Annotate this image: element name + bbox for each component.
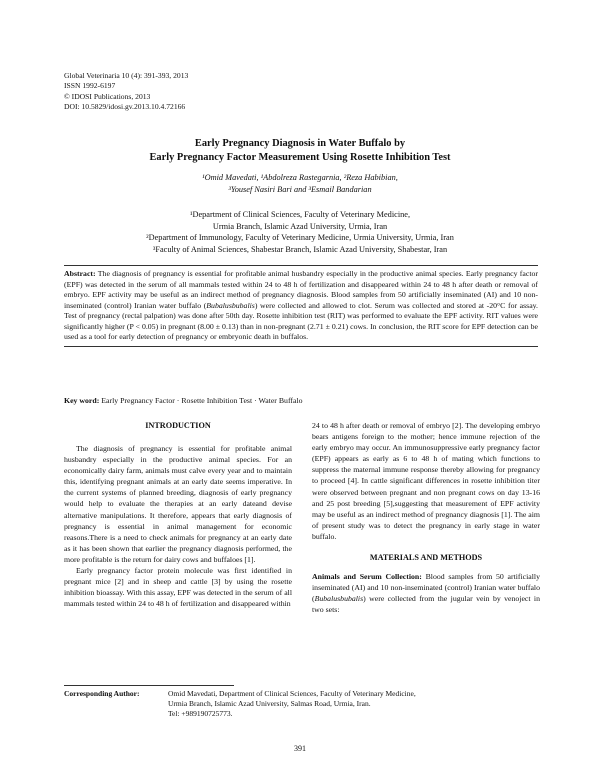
keywords-label: Key word:	[64, 396, 100, 405]
page-number: 391	[294, 744, 306, 753]
corresponding-author-label: Corresponding Author:	[64, 689, 140, 698]
affiliation-3: ³Faculty of Animal Sciences, Shabestar Branch, Islamic Azad University, Shabestar, Iran	[152, 244, 448, 254]
authors-line-1: ¹Omid Mavedati, ¹Abdolreza Rastegarnia, ²Reza Habibian,	[202, 173, 398, 182]
abstract-text-2: ) were collected and allowed to clot. Serum was collected and stored at -20°C for assay. Test of pregnancy (rectal palpation) was done after 50th day. Rosette inhibition test (RIT) was performed to evaluate the EPF activity. RIT values were significantly higher (P < 0.05) in pregnant (8.00 ± 0.13) than in non-pregnant (2.71 ± 0.21) cows. In conclusion, the RIT score for EPF detection can be used as a tool for early detection of pregnancy or embryonic death in buffalos.	[64, 300, 538, 341]
affiliation-1-line-2: Urmia Branch, Islamic Azad University, Urmia, Iran	[212, 221, 388, 231]
right-column	[312, 420, 540, 615]
journal-header	[64, 71, 188, 113]
intro-paragraph-3: 24 to 48 h after death or removal of embryo [2]. The developing embryo bears antigens foreign to the mother; hence immune rejection of the early embryo may occur. An immunosuppressive early pregnancy factor (EPF) appears as early as 6 to 48 h of mating which functions to suppress the maternal immune response thereby allowing for pregnancy to proceed [4]. In cattle significant differences in rosette inhibition titer were observed between pregnant and non pregnant cows on day 13-16 and 25 post breeding [5],suggesting that measurement of EPF activity may be useful as an indirect method of pregnancy diagnosis [1]. The aim of present study was to detect the pregnancy in early stage in water buffalo.	[312, 421, 540, 541]
introduction-heading: INTRODUCTION	[145, 421, 211, 430]
methods-paragraph	[312, 571, 540, 615]
authors-line-2: ³Yousef Nasiri Bari and ³Esmail Bandarian	[228, 184, 372, 194]
title-line-1: Early Pregnancy Diagnosis in Water Buffalo by	[194, 138, 406, 149]
keywords-text: Early Pregnancy Factor · Rosette Inhibition Test · Water Buffalo	[101, 396, 303, 405]
methods-heading: MATERIALS AND METHODS	[369, 553, 483, 563]
journal-citation: Global Veterinaria 10 (4): 391-393, 2013	[64, 71, 189, 80]
issn: ISSN 1992-6197	[64, 81, 116, 91]
abstract-paragraph	[64, 269, 538, 343]
footnote-line-1: Omid Mavedati, Department of Clinical Sciences, Faculty of Veterinary Medicine,	[168, 689, 416, 698]
intro-paragraph-1: The diagnosis of pregnancy is essential for profitable animal husbandry especially in the productive animal species. For an economically dairy farm, animals must calve every year and to maintain this, identifying pregnant animals at an early date seems imperative. In the current systems of planned breeding, diagnosis of early pregnancy would help to evaluate the therapies at an early dateand devise alternative manipulations. It therefore, appears that early diagnosis of pregnancy is essential in animal management for economic reasons.There is a need to check animals for pregnancy at an early date as it has been shown that earlier the pregnancy diagnosis performed, the more profitable is the return for dairy cows and buffaloes [1].	[64, 444, 292, 564]
methods-species: Bubalusbubalis	[314, 594, 364, 604]
affiliation-1-line-1: ¹Department of Clinical Sciences, Faculty of Veterinary Medicine,	[189, 210, 411, 219]
methods-label: Animals and Serum Collection:	[312, 572, 422, 582]
footnote-line-3: Tel: +989190725773.	[168, 709, 233, 719]
intro-paragraph-2: Early pregnancy factor protein molecule was first identified in pregnant mice [2] and in sheep and cattle [3] by using the rosette inhibition bioassay. With this assay, EPF was detected in the serum of all mammals tested within 24 to 48 h of fertilization and disappeared within	[64, 566, 292, 609]
footnote-rule	[64, 685, 234, 686]
affiliation-2: ²Department of Immunology, Faculty of Veterinary Medicine, Urmia University, Urmia, Iran	[146, 233, 454, 243]
doi: DOI: 10.5829/idosi.gv.2013.10.4.72166	[64, 102, 186, 112]
title-line-2: Early Pregnancy Factor Measurement Using Rosette Inhibition Test	[149, 151, 451, 163]
affiliations	[40, 209, 560, 255]
author-list	[40, 172, 560, 195]
abstract-species: Bubalusbubalis	[206, 300, 255, 310]
methods-text: Blood samples from 50 artificially inseminated (AI) and 10 non-inseminated (control) Iranian water buffalo (	[312, 572, 540, 604]
abstract-section	[64, 265, 538, 347]
copyright: © IDOSI Publications, 2013	[64, 91, 151, 101]
paper-title	[40, 137, 560, 164]
left-column	[64, 420, 292, 609]
footnote-line-2: Urmia Branch, Islamic Azad University, Salmas Road, Urmia, Iran.	[168, 699, 371, 709]
keywords	[64, 396, 538, 407]
abstract-label: Abstract:	[64, 269, 96, 278]
methods-text-2: ) were collected from the jugular vein by venoject in two sets:	[312, 594, 540, 615]
corresponding-author-details	[168, 689, 548, 720]
abstract-text: The diagnosis of pregnancy is essential for profitable animal husbandry especially in the productive animal species. Early pregnancy factor (EPF) was detected in the serum of all mammals tested within 24 to 48 h of fertilization and disappeared within 24 to 48 h after death or removal of embryo. EPF activity may be useful as an indirect method of pregnancy diagnosis. Blood samples from 50 artificially inseminated (AI) and 10 non-inseminated (control) Iranian water buffalo (	[64, 269, 538, 310]
